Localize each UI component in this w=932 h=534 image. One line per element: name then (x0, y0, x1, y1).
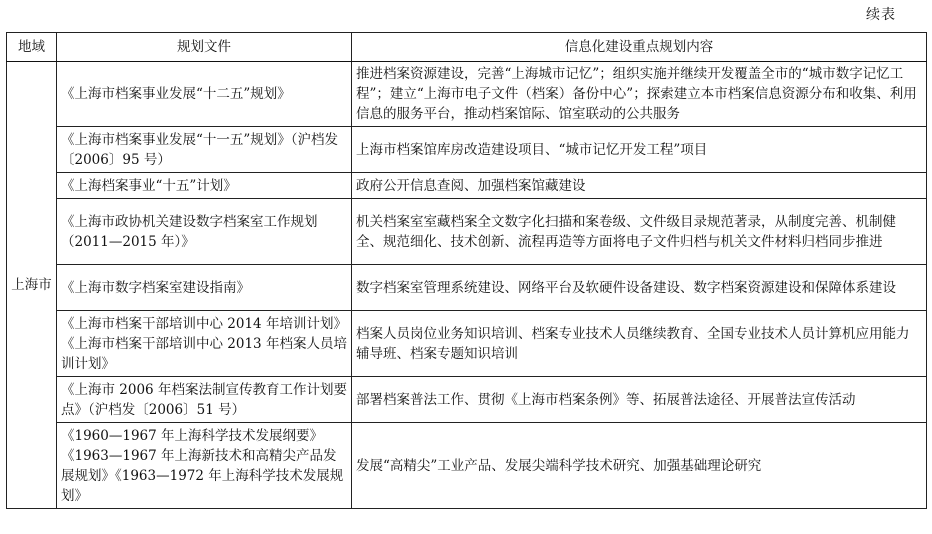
table-row (7, 173, 927, 199)
document-cell: 《上海市 2006 年档案法制宣传教育工作计划要点》（沪档发〔2006〕51 号） (57, 377, 352, 423)
document-cell: 《上海档案事业“十五”计划》 (57, 173, 352, 199)
header-region: 地域 (7, 33, 57, 62)
content-cell: 政府公开信息查阅、加强档案馆藏建设 (352, 173, 927, 199)
table-row (7, 311, 927, 377)
document-cell: 《上海市档案事业发展“十二五”规划》 (57, 62, 352, 127)
region-cell: 上海市 (7, 62, 57, 509)
table-row (7, 423, 927, 509)
document-cell: 《上海市档案事业发展“十一五”规划》（沪档发〔2006〕95 号） (57, 127, 352, 173)
content-cell: 机关档案室室藏档案全文数字化扫描和案卷级、文件级目录规范著录，从制度完善、机制健全、规范细化、技术创新、流程再造等方面将电子文件归档与机关文件材料归档同步推进 (352, 199, 927, 265)
content-cell: 推进档案资源建设，完善“上海城市记忆”；组织实施并继续开发覆盖全市的“城市数字记忆工程”；建立“上海市电子文件（档案）备份中心”；探索建立本市档案信息资源分布和收集、利用信息的服务平台，推动档案馆际、馆室联动的公共服务 (352, 62, 927, 127)
table-row (7, 199, 927, 265)
document-cell: 《1960—1967 年上海科学技术发展纲要》《1963—1967 年上海新技术和高精尖产品发展规划》《1963—1972 年上海科学技术发展规划》 (57, 423, 352, 509)
header-content: 信息化建设重点规划内容 (352, 33, 927, 62)
content-cell: 上海市档案馆库房改造建设项目、“城市记忆开发工程”项目 (352, 127, 927, 173)
header-document: 规划文件 (57, 33, 352, 62)
document-cell: 《上海市数字档案室建设指南》 (57, 265, 352, 311)
table-row (7, 265, 927, 311)
continued-label: 续表 (866, 7, 896, 23)
table-row (7, 377, 927, 423)
table-row (7, 62, 927, 127)
content-cell: 发展“高精尖”工业产品、发展尖端科学技术研究、加强基础理论研究 (352, 423, 927, 509)
table-row (7, 127, 927, 173)
planning-table (6, 32, 927, 509)
document-cell: 《上海市政协机关建设数字档案室工作规划（2011—2015 年）》 (57, 199, 352, 265)
document-cell: 《上海市档案干部培训中心 2014 年培训计划》《上海市档案干部培训中心 2013 年档案人员培训计划》 (57, 311, 352, 377)
table-header-row (7, 33, 927, 62)
content-cell: 档案人员岗位业务知识培训、档案专业技术人员继续教育、全国专业技术人员计算机应用能力辅导班、档案专题知识培训 (352, 311, 927, 377)
content-cell: 数字档案室管理系统建设、网络平台及软硬件设备建设、数字档案资源建设和保障体系建设 (352, 265, 927, 311)
content-cell: 部署档案普法工作、贯彻《上海市档案条例》等、拓展普法途径、开展普法宣传活动 (352, 377, 927, 423)
